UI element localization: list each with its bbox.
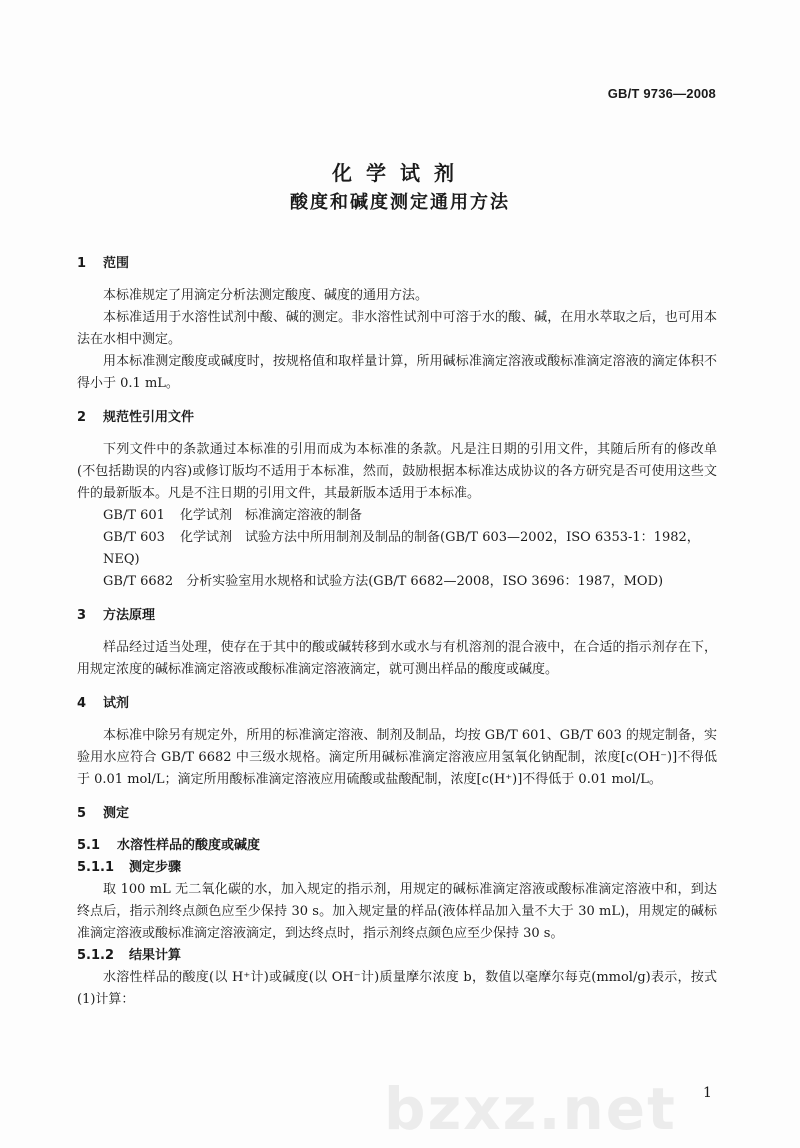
reference-item (77, 505, 717, 527)
section-title: 规范性引用文件 (103, 410, 195, 425)
subsection-title: 测定步骤 (129, 860, 182, 875)
paragraph: 下列文件中的条款通过本标准的引用而成为本标准的条款。凡是注日期的引用文件，其随后所有的修改单(不包括勘误的内容)或修订版均不适用于本标准，然而，鼓励根据本标准达成协议的各方研究是否可使用这些文件的最新版本。凡是不注日期的引用文件，其最新版本适用于本标准。 (77, 442, 717, 501)
reference-title: 化学试剂 试验方法中所用制剂及制品的制备(GB/T 603—2002，ISO 6353-1：1982，NEQ) (103, 530, 700, 567)
paragraph: 本标准适用于水溶性试剂中酸、碱的测定。非水溶性试剂中可溶于水的酸、碱，在用水萃取之后，也可用本法在水相中测定。 (77, 310, 717, 347)
section-title: 方法原理 (103, 608, 156, 623)
section-1-heading (77, 253, 717, 275)
reference-item (77, 527, 717, 571)
section-number: 1 (77, 256, 87, 271)
document-title-line1: 化学试剂 (332, 161, 468, 185)
subsection-title: 水溶性样品的酸度或碱度 (117, 838, 261, 853)
subsection-5-1-2-heading (77, 945, 717, 967)
reference-item (77, 571, 717, 593)
section-3-heading (77, 605, 717, 627)
section-2-heading (77, 407, 717, 429)
paragraph: 用本标准测定酸度或碱度时，按规格值和取样量计算，所用碱标准滴定溶液或酸标准滴定溶液的滴定体积不得小于 0.1 mL。 (77, 354, 717, 391)
subsection-5-1-heading (77, 835, 717, 857)
standard-number: GB/T 9736—2008 (607, 86, 716, 101)
document-body (77, 253, 717, 1011)
subsection-number: 5.1.1 (77, 860, 115, 875)
page-number: 1 (703, 1085, 712, 1101)
reference-code: GB/T 603 (103, 530, 165, 545)
subsection-5-1-1-heading (77, 857, 717, 879)
document-title-line2: 酸度和碱度测定通用方法 (290, 192, 510, 213)
section-title: 试剂 (103, 696, 130, 711)
section-number: 4 (77, 696, 87, 711)
section-5-heading (77, 803, 717, 825)
subsection-number: 5.1 (77, 838, 101, 853)
section-title: 范围 (103, 256, 130, 271)
subsection-title: 结果计算 (129, 948, 182, 963)
reference-title: 化学试剂 标准滴定溶液的制备 (180, 508, 363, 523)
section-number: 5 (77, 806, 87, 821)
reference-title: 分析实验室用水规格和试验方法(GB/T 6682—2008，ISO 3696：1987，MOD) (186, 574, 664, 589)
section-title: 测定 (103, 806, 130, 821)
paragraph: 水溶性样品的酸度(以 H⁺计)或碱度(以 OH⁻计)质量摩尔浓度 b，数值以毫摩尔每克(mmol/g)表示，按式(1)计算： (77, 970, 717, 1007)
paragraph: 本标准中除另有规定外，所用的标准滴定溶液、制剂及制品，均按 GB/T 601、GB/T 603 的规定制备，实验用水应符合 GB/T 6682 中三级水规格。滴定所用碱标准滴定溶液应用氢氧化钠配制，浓度[c(OH⁻)]不得低于 0.01 mol/L；滴定所用酸标准滴定溶液应用硫酸或盐酸配制，浓度[c(H⁺)]不得低于 0.01 mol/L。 (77, 728, 717, 787)
section-4-heading (77, 693, 717, 715)
paragraph: 本标准规定了用滴定分析法测定酸度、碱度的通用方法。 (103, 288, 429, 303)
paragraph: 取 100 mL 无二氧化碳的水，加入规定的指示剂，用规定的碱标准滴定溶液或酸标准滴定溶液中和，到达终点后，指示剂终点颜色应至少保持 30 s。加入规定量的样品(液体样品加入量不大于 30 mL)，用规定的碱标准滴定溶液或酸标准滴定溶液滴定，到达终点时，指示剂终点颜色应至少保持 30 s。 (77, 882, 717, 941)
section-number: 2 (77, 410, 87, 425)
paragraph: 样品经过适当处理，使存在于其中的酸或碱转移到水或水与有机溶剂的混合液中，在合适的指示剂存在下，用规定浓度的碱标准滴定溶液或酸标准滴定溶液滴定，就可测出样品的酸度或碱度。 (77, 640, 717, 677)
reference-code: GB/T 6682 (103, 574, 174, 589)
subsection-number: 5.1.2 (77, 948, 115, 963)
watermark: bzxz.net (384, 1075, 677, 1143)
section-number: 3 (77, 608, 87, 623)
reference-code: GB/T 601 (103, 508, 165, 523)
